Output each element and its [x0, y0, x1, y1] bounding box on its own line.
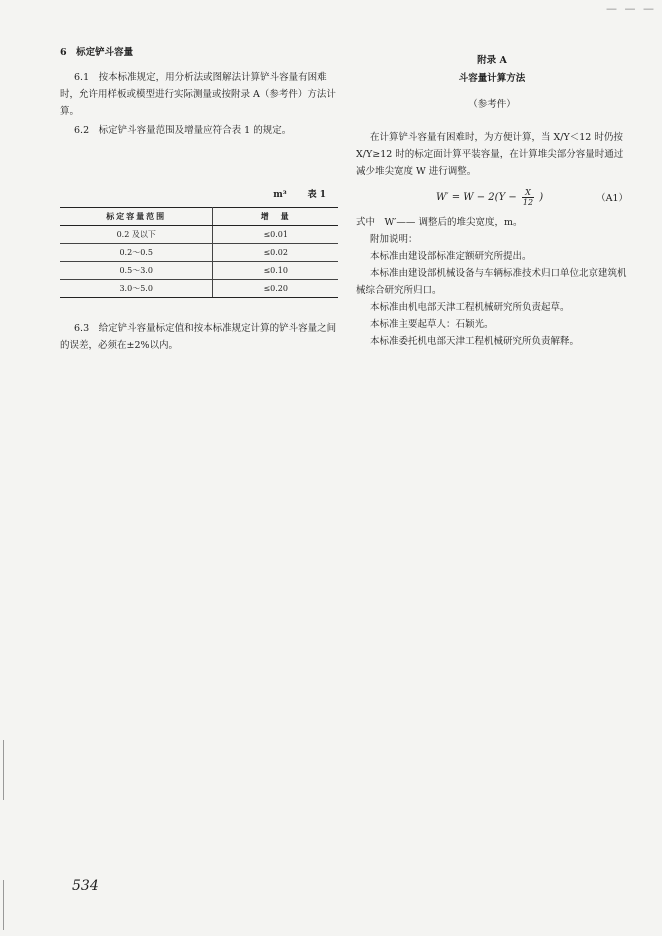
table-row [60, 244, 338, 262]
note-item: 本标准主要起草人：石颖光。 [370, 319, 494, 330]
cell-increment: ≤0.10 [213, 262, 338, 280]
cell-increment: ≤0.20 [213, 280, 338, 298]
table-number: 表 1 [307, 190, 326, 200]
clause-6-1: 6.1 按本标准规定，用分析法或图解法计算铲斗容量有困难时，允许用样板或模型进行实际测量或按附录 A（参考件）方法计算。 [60, 72, 336, 117]
table-row [60, 280, 338, 298]
capacity-table [60, 207, 338, 298]
note-item: 本标准由建设部标准定额研究所提出。 [370, 251, 532, 262]
section-title: 6 标定铲斗容量 [60, 47, 134, 58]
table-unit: m³ [273, 190, 287, 200]
clause-6-3: 6.3 给定铲斗容量标定值和按本标准规定计算的铲斗容量之间的误差，必须在±2%以内。 [60, 323, 337, 351]
table-header-row [60, 208, 338, 226]
fraction-numerator: X [522, 188, 534, 198]
right-column [356, 52, 628, 350]
note-item: 本标准由建设部机械设备与车辆标准技术归口单位北京建筑机械综合研究所归口。 [356, 268, 627, 296]
table-1 [60, 187, 338, 298]
binding-edge-mark [3, 740, 4, 800]
cell-increment: ≤0.02 [213, 244, 338, 262]
binding-edge-mark [3, 880, 4, 930]
fraction-denominator: 12 [522, 198, 534, 207]
appendix-title: 附录 A [477, 55, 507, 66]
formula-where: 式中 W′—— 调整后的堆尖宽度，m。 [356, 217, 523, 228]
corner-dashes: — — — [606, 2, 656, 15]
formula-a1 [356, 186, 628, 212]
formula-fraction [522, 188, 534, 207]
cell-range: 0.2～0.5 [60, 244, 213, 262]
appendix-subtitle: （参考件） [468, 99, 516, 110]
appendix-heading: 斗容量计算方法 [458, 73, 526, 84]
cell-range: 0.5～3.0 [60, 262, 213, 280]
cell-range: 0.2 及以下 [60, 226, 213, 244]
page-number: 534 [72, 878, 99, 894]
formula-close: ) [539, 192, 544, 203]
header-range: 标定容量范围 [60, 208, 213, 226]
formula-lhs: W′ = W − 2(Y − [436, 192, 517, 203]
equation-number: （A1） [596, 193, 628, 204]
appendix-intro: 在计算铲斗容量有困难时，为方便计算，当 X/Y＜12 时仍按 X/Y≥12 时的标定面计算平装容量，在计算堆尖部分容量时通过减少堆尖宽度 W 进行调整。 [356, 132, 624, 177]
table-row [60, 226, 338, 244]
table-caption [60, 187, 338, 204]
left-column [60, 44, 338, 356]
notes-title: 附加说明： [370, 234, 418, 245]
formula-expression [436, 188, 543, 207]
table-row [60, 262, 338, 280]
cell-increment: ≤0.01 [213, 226, 338, 244]
header-increment: 增 量 [213, 208, 338, 226]
note-item: 本标准由机电部天津工程机械研究所负责起草。 [370, 302, 570, 313]
clause-6-2: 6.2 标定铲斗容量范围及增量应符合表 1 的规定。 [74, 125, 292, 136]
note-item: 本标准委托机电部天津工程机械研究所负责解释。 [370, 336, 580, 347]
cell-range: 3.0～5.0 [60, 280, 213, 298]
